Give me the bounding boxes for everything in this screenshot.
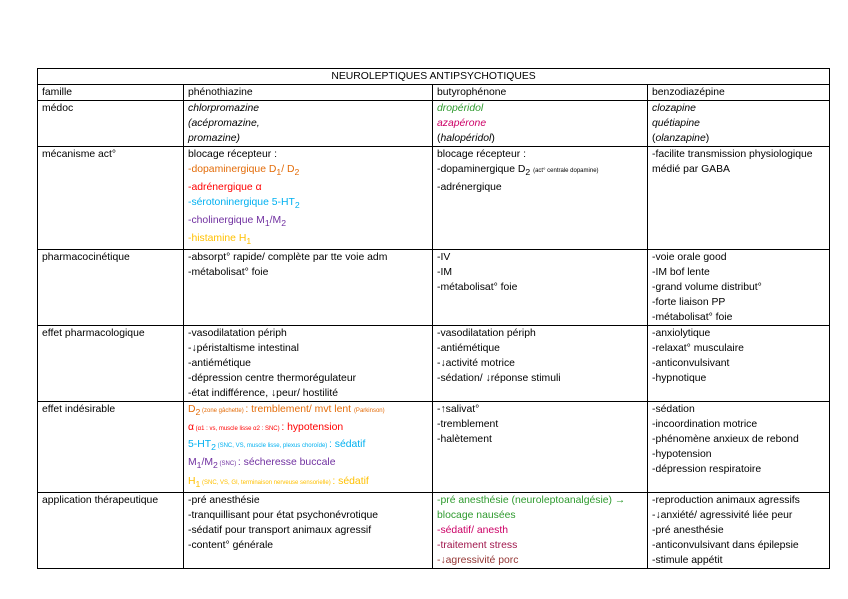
cell-line	[188, 437, 428, 455]
cell-pheno	[184, 492, 433, 568]
cell-line: -↑salivat°	[437, 404, 480, 416]
cell-line: -hypotension	[652, 449, 712, 461]
text: : tremblement/ mvt lent	[245, 404, 354, 416]
header-phenothiazine: phénothiazine	[184, 85, 433, 101]
cell-line: -tremblement	[437, 419, 499, 431]
note: (act° centrale dopamine)	[533, 168, 599, 174]
cell-butyro	[433, 492, 648, 568]
cell-line: -anticonvulsivant dans épilepsie	[652, 539, 799, 551]
cell-butyro	[433, 101, 648, 147]
note: (SNC, VS, GI, terminaison nerveuse sensorielle)	[200, 479, 333, 486]
cell-line: -hypnotique	[652, 373, 707, 385]
cell-line: -adrénergique α	[188, 182, 262, 194]
cell-line: -↓agressivité porc	[437, 554, 519, 566]
cell-line	[437, 131, 643, 146]
text: α	[188, 422, 195, 434]
cell-line: quétiapine	[652, 118, 700, 129]
cell-line	[188, 402, 428, 420]
cell-line: blocage récepteur :	[437, 149, 526, 160]
row-label: effet pharmacologique	[38, 326, 184, 402]
paren-close: )	[705, 133, 710, 144]
cell-line: promazine)	[188, 133, 240, 144]
text: M	[188, 457, 197, 469]
cell-line: -halètement	[437, 434, 492, 446]
cell-line: -stimule appétit	[652, 554, 723, 566]
neuroleptics-table	[37, 68, 830, 569]
cell-line: -reproduction animaux agressifs	[652, 494, 800, 506]
cell-line: -↓anxiété/ agressivité liée peur	[652, 509, 793, 521]
drug-name: halopéridol	[440, 133, 492, 144]
cell-line: -antiémétique	[188, 358, 251, 370]
note: (zone gâchette)	[200, 408, 246, 415]
cell-line: -IM bof lente	[652, 267, 710, 279]
cell-line: blocage récepteur :	[188, 149, 277, 160]
cell-line: chlorpromazine	[188, 103, 260, 114]
cell-benzo	[648, 402, 830, 492]
text: H	[188, 475, 196, 487]
header-benzodiazepine: benzodiazépine	[648, 85, 830, 101]
header-row	[38, 85, 830, 101]
text: D	[188, 404, 196, 416]
cell-line: -vasodilatation périph	[188, 328, 287, 340]
cell-line: -content° générale	[188, 539, 274, 551]
cell-pheno	[184, 147, 433, 250]
cell-line: -IM	[437, 267, 453, 279]
cell-pheno	[184, 250, 433, 326]
cell-line	[652, 131, 825, 146]
paren-open: (	[437, 133, 441, 144]
drug-name: olanzapine	[655, 133, 706, 144]
row-label: application thérapeutique	[38, 492, 184, 568]
cell-line: clozapine	[652, 103, 696, 114]
cell-line: -tranquillisant pour état psychonévrotique	[188, 509, 379, 521]
header-famille: famille	[38, 85, 184, 101]
text: -cholinergique M	[188, 215, 265, 227]
cell-line: -sédation	[652, 404, 695, 416]
text: 5-HT	[188, 439, 212, 451]
cell-line: azapérone	[437, 118, 487, 129]
header-butyrophenone: butyrophénone	[433, 85, 648, 101]
table-row-medoc	[38, 101, 830, 147]
cell-line: -grand volume distribut°	[652, 282, 762, 294]
cell-line	[188, 195, 428, 213]
text: /M	[201, 457, 214, 469]
cell-line: blocage nausées	[437, 509, 516, 521]
subscript: 2	[525, 167, 531, 178]
cell-line: -état indifférence, ↓peur/ hostilité	[188, 388, 338, 400]
row-label: mécanisme act°	[38, 147, 184, 250]
cell-line: -sédatif pour transport animaux agressif	[188, 524, 372, 536]
cell-line: -forte liaison PP	[652, 297, 726, 309]
cell-line	[188, 455, 428, 473]
table-row-pharmacocinetique	[38, 250, 830, 326]
note: (Parkinson)	[353, 408, 385, 415]
text: -histamine H	[188, 233, 247, 245]
cell-benzo	[648, 492, 830, 568]
table-title: NEUROLEPTIQUES ANTIPSYCHOTIQUES	[38, 69, 830, 85]
table-row-effet-pharmacologique	[38, 326, 830, 402]
cell-pheno	[184, 402, 433, 492]
cell-butyro	[433, 250, 648, 326]
cell-line: -↓péristaltisme intestinal	[188, 343, 299, 355]
cell-line: -métabolisat° foie	[437, 282, 518, 294]
cell-line: -adrénergique	[437, 182, 502, 194]
subscript: 2	[195, 407, 201, 418]
cell-line: -voie orale good	[652, 252, 727, 264]
text: /M	[269, 215, 282, 227]
subscript: 1	[195, 478, 201, 489]
cell-pheno	[184, 326, 433, 402]
cell-line: -pré anesthésie	[652, 524, 724, 536]
cell-line: -dépression respiratoire	[652, 464, 762, 476]
cell-line: dropéridol	[437, 103, 484, 114]
cell-benzo	[648, 147, 830, 250]
cell-line: -relaxat° musculaire	[652, 343, 744, 355]
cell-butyro	[433, 402, 648, 492]
cell-line	[188, 213, 428, 231]
note: (α1 : vs, muscle lisse α2 : SNC)	[194, 426, 282, 433]
text: -dopaminergique D	[188, 164, 277, 175]
cell-line: médié par GABA	[652, 164, 730, 175]
cell-line: -anticonvulsivant	[652, 358, 730, 370]
subscript: 2	[211, 442, 216, 453]
cell-line: -absorpt° rapide/ complète par tte voie adm	[188, 252, 388, 264]
cell-benzo	[648, 250, 830, 326]
cell-line	[437, 162, 643, 180]
table-row-application	[38, 492, 830, 568]
cell-line: -pré anesthésie	[188, 494, 260, 506]
cell-butyro	[433, 147, 648, 250]
row-label: pharmacocinétique	[38, 250, 184, 326]
table-row-mecanisme	[38, 147, 830, 250]
subscript: 1	[264, 218, 270, 229]
cell-line: -phénomène anxieux de rebond	[652, 434, 799, 446]
cell-line: -métabolisat° foie	[652, 312, 733, 324]
cell-pheno	[184, 101, 433, 147]
cell-line: -sédation/ ↓réponse stimuli	[437, 373, 561, 385]
subscript: 2	[294, 167, 300, 178]
row-label: effet indésirable	[38, 402, 184, 492]
cell-line: -IV	[437, 252, 451, 264]
cell-line	[188, 162, 428, 180]
subscript: 1	[276, 167, 282, 178]
note: (SNC)	[217, 461, 238, 468]
cell-line: (acépromazine,	[188, 118, 260, 129]
cell-line: -dépression centre thermorégulateur	[188, 373, 357, 385]
cell-line	[188, 420, 428, 437]
row-label: médoc	[38, 101, 184, 147]
cell-line: -traitement stress	[437, 539, 518, 551]
text: : sédatif	[332, 475, 369, 487]
text: / D	[281, 164, 295, 175]
subscript: 1	[196, 460, 202, 471]
subscript: 1	[246, 236, 252, 247]
subscript: 2	[294, 200, 300, 211]
cell-line: -incoordination motrice	[652, 419, 758, 431]
subscript: 2	[281, 218, 287, 229]
cell-benzo	[648, 326, 830, 402]
cell-line: -pré anesthésie (neuroleptoanalgésie) →	[437, 494, 626, 506]
cell-line: -anxiolytique	[652, 328, 711, 340]
cell-line: -sédatif/ anesth	[437, 524, 509, 536]
text: : hypotension	[281, 422, 344, 434]
cell-line	[188, 231, 428, 249]
cell-line: -↓activité motrice	[437, 358, 515, 370]
cell-line	[188, 474, 428, 492]
note: (SNC, VS, muscle lisse, plexus choroïde)	[215, 443, 329, 450]
cell-line: -métabolisat° foie	[188, 267, 269, 279]
text: -sérotoninergique 5-HT	[188, 197, 295, 209]
title-row	[38, 69, 830, 85]
cell-benzo	[648, 101, 830, 147]
cell-line: -vasodilatation périph	[437, 328, 536, 340]
text: : sécheresse buccale	[237, 457, 336, 469]
cell-line: -antiémétique	[437, 343, 500, 355]
text: -dopaminergique D	[437, 164, 526, 175]
table-row-effet-indesirable	[38, 402, 830, 492]
subscript: 2	[213, 460, 218, 471]
cell-line: -facilite transmission physiologique	[652, 149, 813, 160]
cell-butyro	[433, 326, 648, 402]
paren-close: )	[491, 133, 495, 144]
text: : sédatif	[328, 439, 366, 451]
paren-open: (	[652, 133, 656, 144]
